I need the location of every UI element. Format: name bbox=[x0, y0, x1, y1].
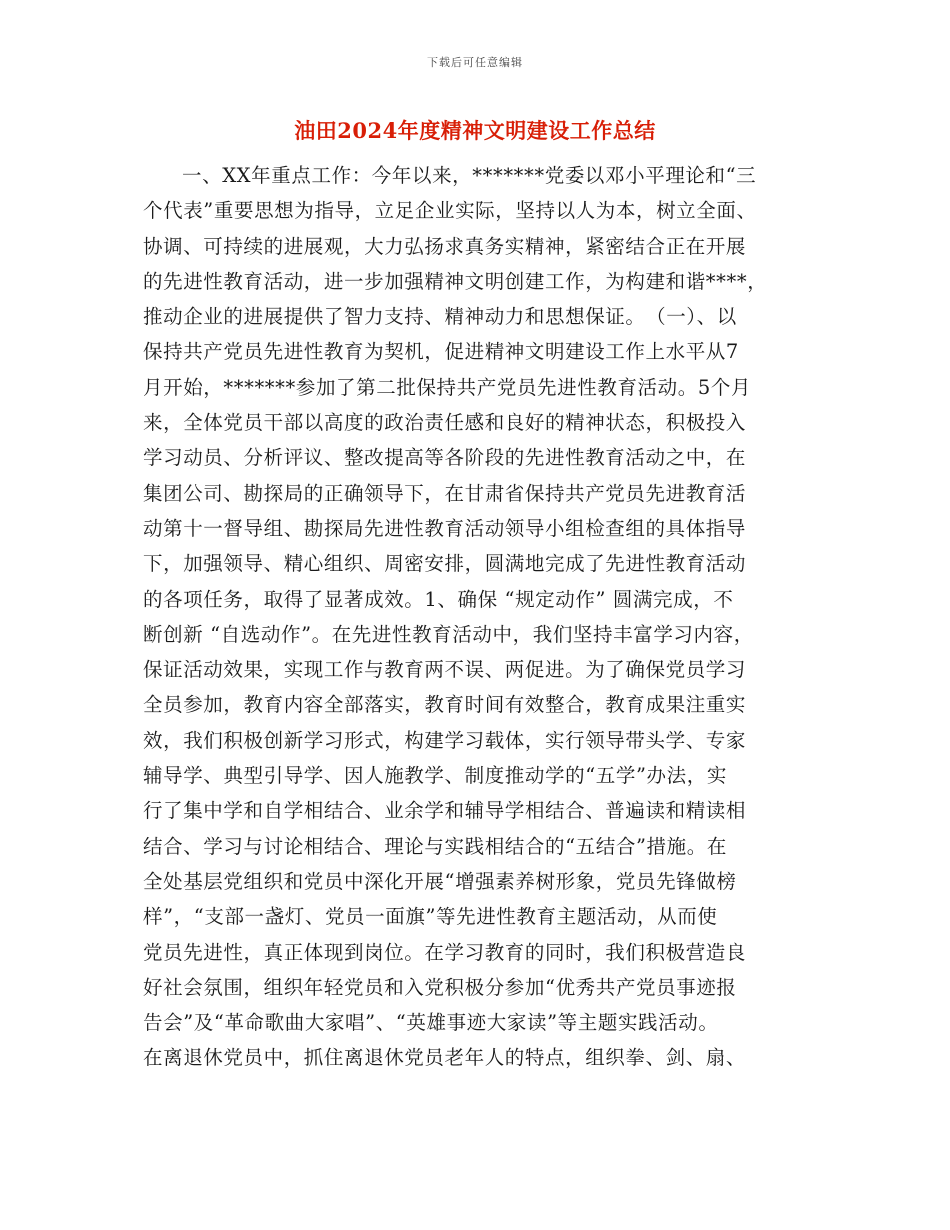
document-body bbox=[143, 158, 823, 1076]
body-line: 协调、可持续的进展观，大力弘扬求真务实精神，紧密结合正在开展 bbox=[143, 234, 747, 258]
body-line: 好社会氛围，组织年轻党员和入党积极分参加“优秀共产党员事迹报 bbox=[143, 975, 737, 999]
body-line: 来，全体党员干部以高度的政治责任感和良好的精神状态，积极投入 bbox=[143, 411, 747, 435]
document-title: 油田2024年度精神文明建设工作总结 bbox=[294, 118, 656, 143]
body-line: 集团公司、勘探局的正确领导下，在甘肃省保持共产党员先进教育活 bbox=[143, 481, 747, 505]
body-line: 效，我们积极创新学习形式，构建学习载体，实行领导带头学、专家 bbox=[143, 728, 747, 752]
page-header: 下载后可任意编辑 bbox=[427, 56, 523, 69]
body-line: 全处基层党组织和党员中深化开展“增强素养树形象，党员先锋做榜 bbox=[143, 869, 737, 893]
body-line: 样”，“支部一盏灯、党员一面旗”等先进性教育主题活动，从而使 bbox=[143, 905, 718, 929]
body-line: 下，加强领导、精心组织、周密安排，圆满地完成了先进性教育活动 bbox=[143, 552, 747, 576]
body-line: 断创新 “自选动作”。在先进性教育活动中，我们坚持丰富学习内容， bbox=[143, 622, 754, 646]
body-line: 学习动员、分析评议、整改提高等各阶段的先进性教育活动之中，在 bbox=[143, 446, 747, 470]
body-line: 一、XX年重点工作：今年以来，*******党委以邓小平理论和“三 bbox=[182, 164, 757, 187]
body-line: 辅导学、典型引导学、因人施教学、制度推动学的“五学”办法，实 bbox=[143, 764, 727, 788]
body-line: 保持共产党员先进性教育为契机，促进精神文明建设工作上水平从7 bbox=[143, 340, 739, 364]
body-line: 全员参加，教育内容全部落实，教育时间有效整合，教育成果注重实 bbox=[143, 693, 747, 717]
body-line: 月开始，*******参加了第二批保持共产党员先进性教育活动。5个月 bbox=[143, 375, 752, 399]
body-line: 动第十一督导组、勘探局先进性教育活动领导小组检查组的具体指导 bbox=[143, 516, 747, 540]
body-line: 结合、学习与讨论相结合、理论与实践相结合的“五结合”措施。在 bbox=[143, 834, 727, 858]
body-line: 行了集中学和自学相结合、业余学和辅导学相结合、普遍读和精读相 bbox=[143, 799, 747, 823]
body-line: 个代表”重要思想为指导，立足企业实际，坚持以人为本，树立全面、 bbox=[143, 199, 757, 223]
body-line: 的各项任务，取得了显著成效。1、确保 “规定动作” 圆满完成，不 bbox=[143, 587, 734, 611]
body-line: 保证活动效果，实现工作与教育两不误、两促进。为了确保党员学习 bbox=[143, 658, 747, 682]
body-line: 的先进性教育活动，进一步加强精神文明创建工作，为构建和谐****， bbox=[143, 269, 768, 293]
body-line: 告会”及“革命歌曲大家唱”、“英雄事迹大家读”等主题实践活动。 bbox=[143, 1011, 719, 1035]
body-line: 推动企业的进展提供了智力支持、精神动力和思想保证。 （一）、以 bbox=[143, 305, 737, 329]
body-line: 党员先进性，真正体现到岗位。在学习教育的同时，我们积极营造良 bbox=[143, 940, 747, 964]
body-line: 在离退休党员中，抓住离退休党员老年人的特点，组织拳、剑、扇、 bbox=[143, 1046, 747, 1070]
